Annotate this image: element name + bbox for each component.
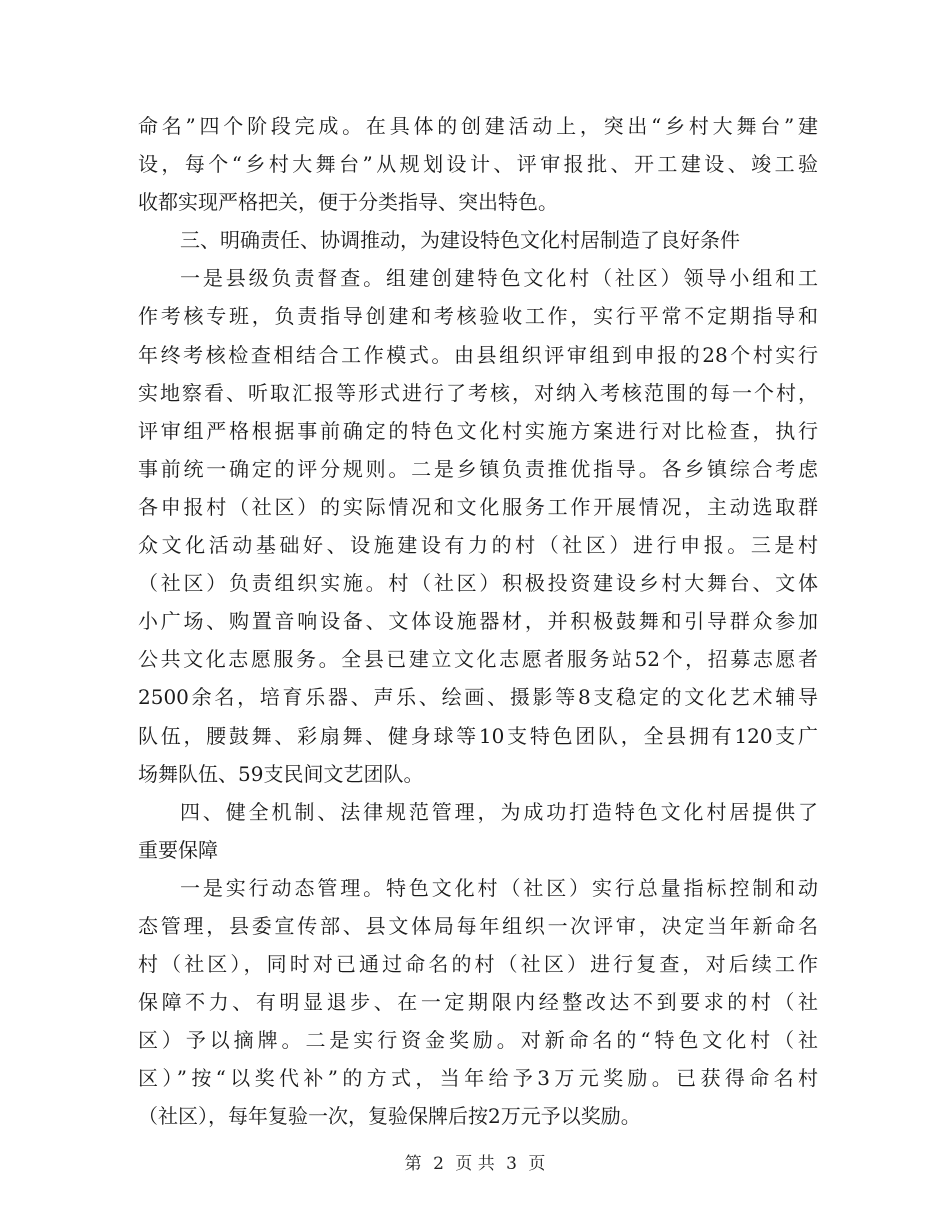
text-line: 2500余名，培育乐器、声乐、绘画、摄影等8支稳定的文化艺术辅导 [138,685,818,710]
text-line: 区）”按“以奖代补”的方式，当年给予3万元奖励。已获得命名村 [138,1066,818,1091]
footer-prefix: 第 [404,1154,422,1174]
text-line: 保障不力、有明显退步、在一定期限内经整改达不到要求的村（社 [138,990,818,1015]
text-line: 一是县级负责督查。组建创建特色文化村（社区）领导小组和工 [180,266,818,291]
section-heading-3: 三、明确责任、协调推动，为建设特色文化村居制造了良好条件 [180,228,740,253]
text-line: 年终考核检查相结合工作模式。由县组织评审组到申报的28个村实行 [138,342,818,367]
text-line: 收都实现严格把关，便于分类指导、突出特色。 [138,190,558,215]
text-line: 各申报村（社区）的实际情况和文化服务工作开展情况，主动选取群 [138,494,818,519]
page-footer [0,1152,950,1176]
text-line: 队伍，腰鼓舞、彩扇舞、健身球等10支特色团队，全县拥有120支广 [138,723,818,748]
text-line: 场舞队伍、59支民间文艺团队。 [138,761,424,786]
current-page-number: 2 [433,1154,444,1174]
text-line: 区）予以摘牌。二是实行资金奖励。对新命名的“特色文化村（社 [138,1028,818,1053]
text-line: （社区）负责组织实施。村（社区）积极投资建设乡村大舞台、文体 [138,571,818,596]
footer-suffix: 页 [528,1154,546,1174]
text-line: 一是实行动态管理。特色文化村（社区）实行总量指标控制和动 [180,875,818,900]
text-line: 评审组严格根据事前确定的特色文化村实施方案进行对比检查，执行 [138,418,818,443]
total-pages-number: 3 [506,1154,517,1174]
text-line: 设，每个“乡村大舞台”从规划设计、评审报批、开工建设、竣工验 [138,152,818,177]
footer-mid: 页 共 [455,1154,495,1174]
section-heading-4-continued: 重要保障 [138,837,218,862]
text-line: 村（社区），同时对已通过命名的村（社区）进行复查，对后续工作 [138,952,818,977]
section-heading-4: 四、健全机制、法律规范管理，为成功打造特色文化村居提供了 [180,799,818,824]
text-line: 公共文化志愿服务。全县已建立文化志愿者服务站52个，招募志愿者 [138,647,818,672]
text-line: 态管理，县委宣传部、县文体局每年组织一次评审，决定当年新命名 [138,913,818,938]
text-line: 众文化活动基础好、设施建设有力的村（社区）进行申报。三是村 [138,533,818,558]
text-line: 实地察看、听取汇报等形式进行了考核，对纳入考核范围的每一个村， [138,380,818,405]
text-line: 小广场、购置音响设备、文体设施器材，并积极鼓舞和引导群众参加 [138,609,818,634]
text-line: （社区），每年复验一次，复验保牌后按2万元予以奖励。 [138,1104,641,1129]
text-line: 事前统一确定的评分规则。二是乡镇负责推优指导。各乡镇综合考虑 [138,456,818,481]
text-line: 命名”四个阶段完成。在具体的创建活动上，突出“乡村大舞台”建 [138,114,818,138]
text-line: 作考核专班，负责指导创建和考核验收工作，实行平常不定期指导和 [138,304,818,329]
document-body [138,107,818,1136]
